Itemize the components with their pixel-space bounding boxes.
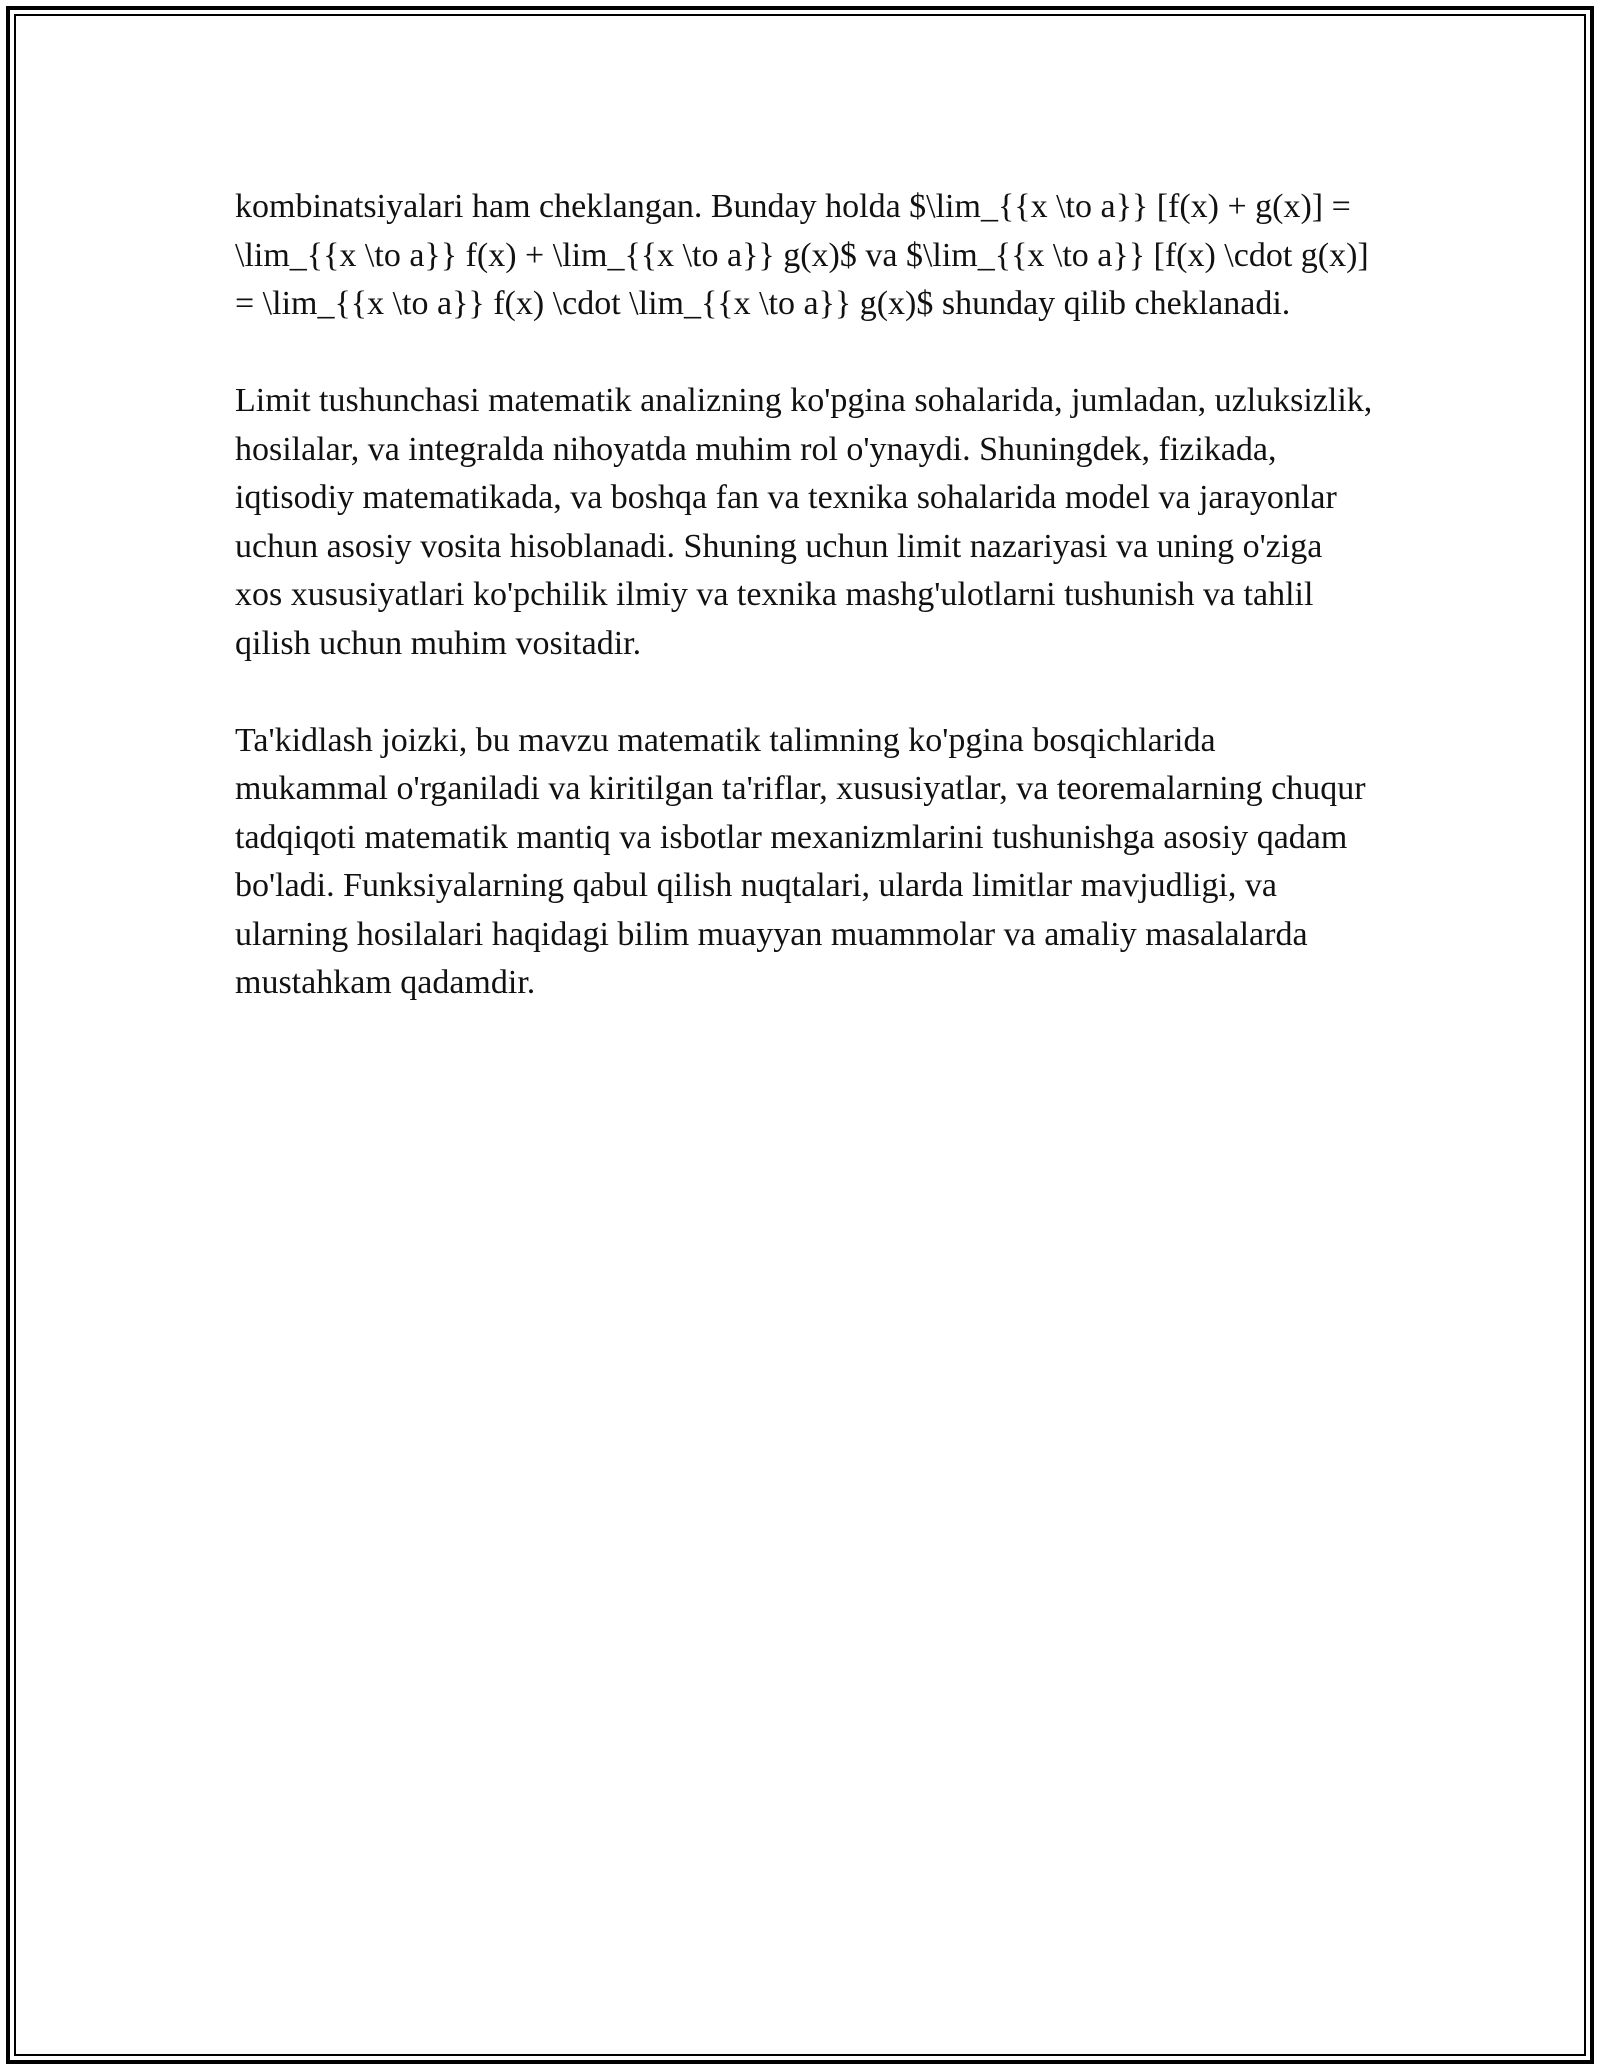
paragraph-conclusion: Ta'kidlash joizki, bu mavzu matematik talimning ko'pgina bosqichlarida mukammal o'rganiladi va kiritilgan ta'riflar, xususiyatlar, va teoremalarning chuqur tadqiqoti matematik mantiq va isbotlar mexanizmlarini tushunishga asosiy qadam bo'ladi. Funksiyalarning qabul qilish nuqtalari, ularda limitlar mavjudligi, va ularning hosilalari haqidagi bilim muayyan muammolar va amaliy masalalarda mustahkam qadamdir.	[235, 721, 1366, 1001]
paragraph-limit-properties: kombinatsiyalari ham cheklangan. Bunday holda $\lim_{{x \to a}} [f(x) + g(x)] = \lim_{{x \to a}} f(x) + \lim_{{x \to a}} g(x)$ va $\lim_{{x \to a}} [f(x) \cdot g(x)] = \lim_{{x \to a}} f(x) \cdot \lim_{{x \to a}} g(x)$ shunday qilib cheklanadi.	[235, 188, 1369, 322]
document-body	[235, 183, 1375, 1056]
paragraph-limit-applications: Limit tushunchasi matematik analizning ko'pgina sohalarida, jumladan, uzluksizlik, hosilalar, va integralda nihoyatda muhim rol o'ynaydi. Shuningdek, fizikada, iqtisodiy matematikada, va boshqa fan va texnika sohalarida model va jarayonlar uchun asosiy vosita hisoblanadi. Shuning uchun limit nazariyasi va uning o'ziga xos xususiyatlari ko'pchilik ilmiy va texnika mashg'ulotlarni tushunish va tahlil qilish uchun muhim vositadir.	[235, 382, 1373, 662]
